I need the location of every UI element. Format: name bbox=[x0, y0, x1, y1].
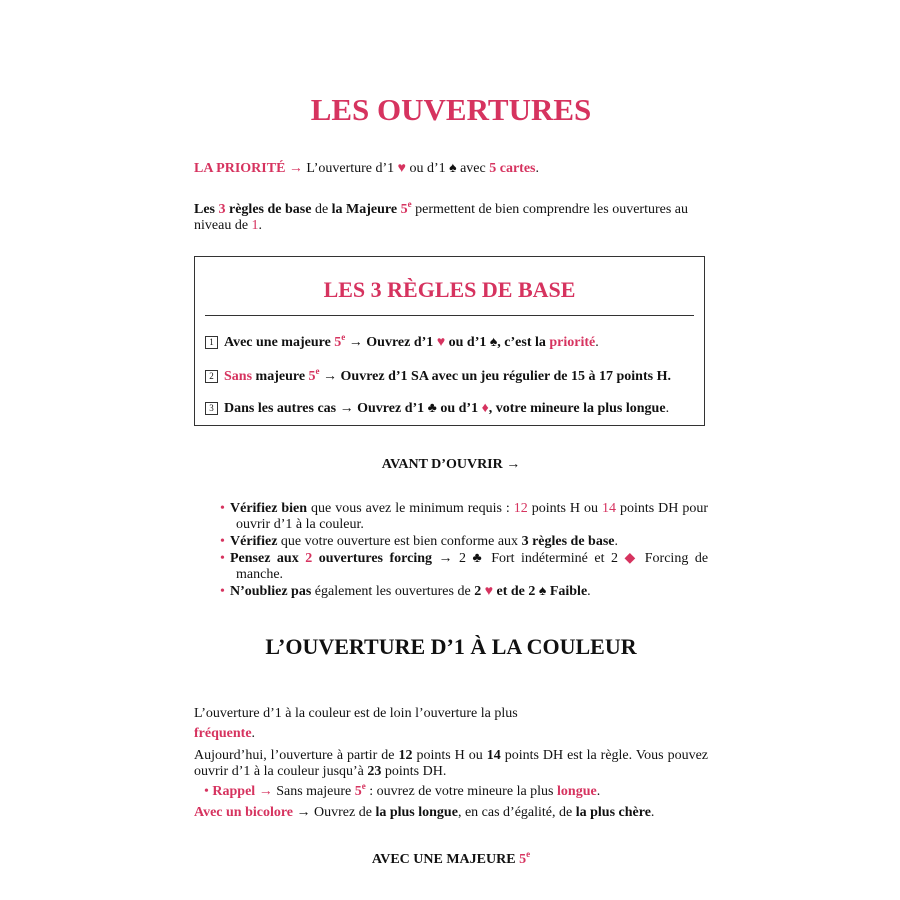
bullet-icon: • bbox=[220, 584, 225, 599]
priority-label: LA PRIORITÉ → bbox=[194, 161, 303, 176]
list-item: • Pensez aux 2 ouvertures forcing → 2 ♣ Fort indéterminé et 2 ◆ Forcing de manche. bbox=[220, 551, 709, 582]
list-item: • Vérifiez bien que vous avez le minimum requis : 12 points H ou 14 points DH pour ouvrir d’1 à la couleur. bbox=[220, 501, 708, 532]
section-title: L’OUVERTURE D’1 À LA COULEUR bbox=[265, 634, 637, 659]
divider bbox=[205, 315, 694, 316]
bicolore-line: Avec un bicolore → Ouvrez de la plus longue, en cas d’égalité, de la plus chère. bbox=[194, 805, 655, 820]
rule-number: 3 bbox=[205, 402, 218, 415]
diamond-icon: ♦ bbox=[481, 401, 489, 416]
frequente-line: fréquente. bbox=[194, 726, 256, 741]
rule-number: 2 bbox=[205, 370, 218, 383]
spade-icon: ♠ bbox=[489, 335, 498, 350]
section-paragraph-2: Aujourd’hui, l’ouverture à partir de 12 points H ou 14 points DH est la règle. Vous pouvez ouvrir d’1 à la couleur jusqu’à 23 points DH. bbox=[194, 748, 709, 779]
list-item: • N’oubliez pas également les ouvertures de 2 ♥ et de 2 ♠ Faible. bbox=[220, 584, 591, 599]
avant-heading: AVANT D’OUVRIR → bbox=[381, 457, 521, 472]
list-item: • Vérifiez que votre ouverture est bien conforme aux 3 règles de base. bbox=[220, 534, 618, 549]
heart-icon: ♥ bbox=[436, 335, 446, 350]
rules-box bbox=[194, 256, 705, 426]
bullet-icon: • bbox=[220, 534, 225, 549]
bullet-icon: • bbox=[220, 501, 225, 516]
bullet-icon: • bbox=[204, 784, 209, 799]
rule-number: 1 bbox=[205, 336, 218, 349]
rule-2: 2 Sans majeure 5e → Ouvrez d’1 SA avec un jeu régulier de 15 à 17 points H. bbox=[205, 369, 671, 385]
section-paragraph-1: L’ouverture d’1 à la couleur est de loin l’ouverture la plus bbox=[194, 706, 518, 721]
checklist bbox=[204, 501, 708, 601]
bullet-icon: • bbox=[220, 551, 225, 566]
rules-box-title: LES 3 RÈGLES DE BASE bbox=[323, 277, 576, 302]
heart-icon: ♥ bbox=[484, 584, 493, 599]
avec-majeure-heading: AVEC UNE MAJEURE 5e bbox=[371, 849, 531, 867]
rappel-line: • Rappel → Sans majeure 5e : ouvrez de votre mineure la plus longue. bbox=[204, 781, 601, 799]
priority-line: LA PRIORITÉ → L’ouverture d’1 ♥ ou d’1 ♠ avec 5 cartes. bbox=[194, 161, 539, 176]
diamond-icon: ◆ bbox=[624, 551, 639, 566]
page-title: LES OUVERTURES bbox=[310, 92, 592, 127]
club-icon: ♣ bbox=[427, 401, 437, 416]
rule-1: 1 Avec une majeure 5e → Ouvrez d’1 ♥ ou d’1 ♠, c’est la priorité. bbox=[205, 335, 599, 351]
rule-3: 3 Dans les autres cas → Ouvrez d’1 ♣ ou d’1 ♦, votre mineure la plus longue. bbox=[205, 401, 669, 417]
club-icon: ♣ bbox=[472, 551, 485, 566]
spade-icon: ♠ bbox=[449, 161, 457, 176]
heart-icon: ♥ bbox=[397, 161, 406, 176]
spade-icon: ♠ bbox=[538, 584, 547, 599]
intro-paragraph: Les 3 règles de base de la Majeure 5e permettent de bien comprendre les ouvertures au niveau de 1. bbox=[194, 199, 688, 233]
